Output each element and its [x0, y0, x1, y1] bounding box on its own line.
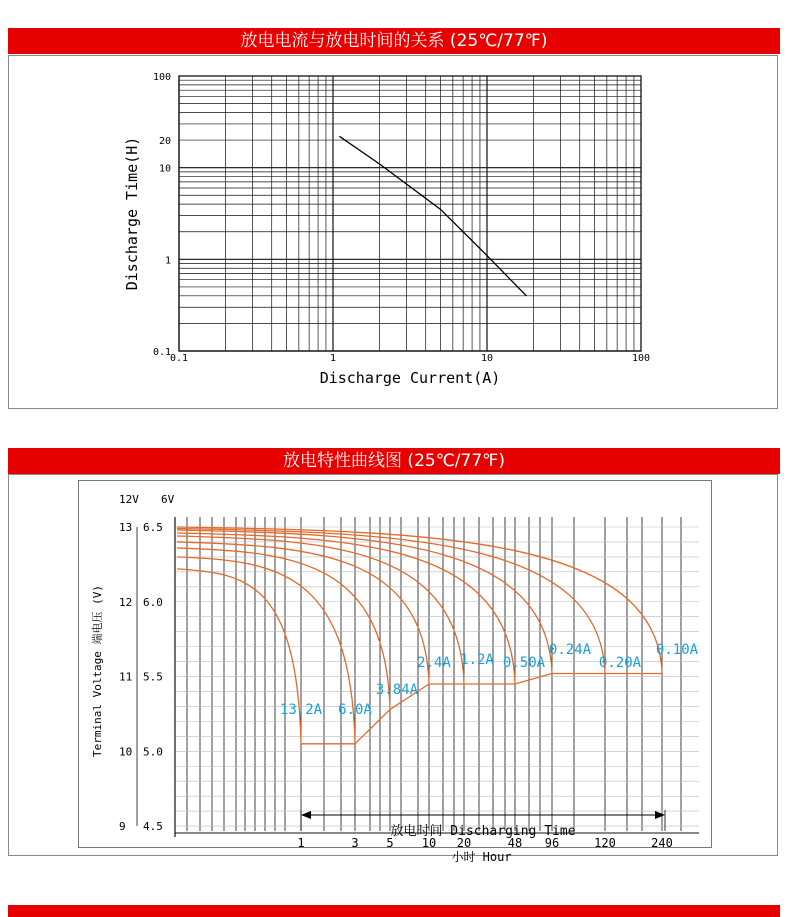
chart2-title-banner: 放电特性曲线图 (25℃/77℉) — [8, 448, 780, 474]
chart2-series-label: 6.0A — [338, 702, 372, 718]
chart2-series-label: 0.10A — [655, 642, 699, 658]
chart2-series-label: 0.50A — [502, 655, 546, 671]
chart2-cutoff-line — [515, 674, 552, 684]
chart2-x-tick-label: 48 — [507, 836, 523, 850]
chart1-y-axis-label: Discharge Time(H) — [123, 136, 141, 291]
chart2-x-tick-label: 1 — [297, 836, 305, 850]
chart2-series-curve — [177, 542, 429, 684]
chart2-y12-header: 12V — [119, 493, 139, 506]
chart2-arrow-right-head — [655, 811, 665, 819]
chart2-y6-header: 6V — [161, 493, 175, 506]
chart2-y12-tick-label: 10 — [119, 745, 133, 759]
chart1-y-tick-label: 0.1 — [152, 347, 171, 358]
chart2-x-tick-label: 3 — [351, 836, 359, 850]
chart1-x-tick-label: 10 — [480, 353, 494, 364]
chart2-series-label: 0.24A — [548, 642, 592, 658]
chart2-x-tick-label: 10 — [421, 836, 437, 850]
chart1-panel — [8, 55, 778, 409]
chart1-x-tick-label: 100 — [631, 353, 651, 364]
chart2-series-label: 1.2A — [460, 652, 494, 668]
chart2-x-unit-label: 小时 Hour — [451, 850, 512, 864]
chart1-plot-border — [179, 76, 641, 351]
chart2-x-tick-label: 20 — [456, 836, 472, 850]
chart2-series-label: 13.2A — [279, 702, 323, 718]
chart1-x-axis-label: Discharge Current(A) — [319, 369, 501, 387]
chart1-x-tick-label: 0.1 — [169, 353, 189, 364]
chart2-series-curve — [177, 557, 355, 744]
chart1-title-banner: 放电电流与放电时间的关系 (25℃/77℉) — [8, 28, 780, 54]
chart2-y12-tick-label: 9 — [119, 820, 126, 834]
chart2-svg — [79, 481, 711, 864]
chart2-y12-tick-label: 12 — [119, 595, 133, 609]
chart1-y-tick-label: 20 — [158, 136, 171, 148]
chart2-series-curve — [177, 528, 605, 673]
chart2-frame — [78, 480, 712, 864]
chart2-x-tick-label: 120 — [594, 836, 616, 850]
chart1-y-tick-label: 10 — [158, 163, 171, 175]
chart2-x-tick-label: 5 — [386, 836, 394, 850]
chart2-series-label: 0.20A — [598, 655, 642, 671]
chart1-grid — [179, 76, 641, 351]
chart1-series-line — [339, 136, 526, 296]
chart2-y6-tick-label: 6.0 — [143, 595, 163, 609]
chart2-y6-tick-label: 5.0 — [143, 745, 163, 759]
chart1-y-tick-label: 1 — [164, 255, 171, 267]
chart2-y12-tick-label: 11 — [119, 670, 133, 684]
chart2-series-label: 3.84A — [375, 682, 419, 698]
chart1-y-tick-label: 100 — [152, 72, 171, 83]
chart2-x-tick-label: 96 — [544, 836, 560, 850]
chart2-y6-tick-label: 6.5 — [143, 521, 163, 534]
chart2-y-axis-label: Terminal Voltage 端电压 (V) — [91, 584, 104, 758]
next-section-banner — [8, 905, 780, 917]
chart2-x-axis-label: 放电时间 Discharging Time — [390, 824, 576, 839]
chart2-y6-tick-label: 5.5 — [143, 670, 163, 684]
chart2-arrow-left-head — [301, 811, 311, 819]
chart2-y6-tick-label: 4.5 — [143, 820, 163, 834]
chart2-x-tick-label: 240 — [651, 836, 673, 850]
chart2-y12-tick-label: 13 — [119, 521, 133, 534]
chart1-x-tick-label: 1 — [329, 353, 337, 364]
chart1-svg — [9, 56, 777, 408]
chart2-series-label: 2.4A — [417, 655, 451, 671]
